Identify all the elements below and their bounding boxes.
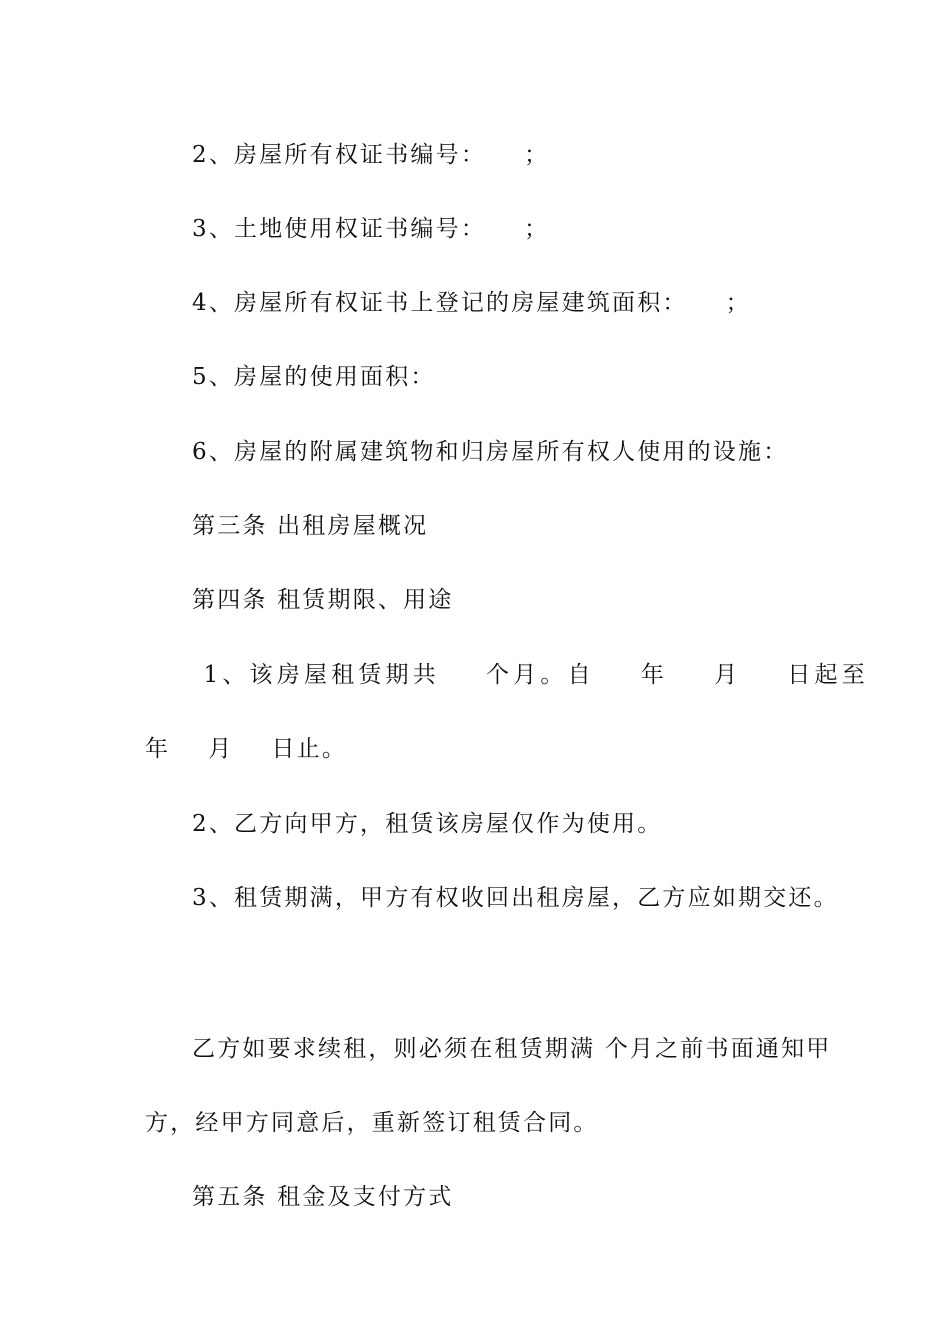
item-lease-purpose: 2、乙方向甲方，租赁该房屋仅作为使用。 (192, 811, 663, 837)
renewal-paragraph-line-2: 方，经甲方同意后，重新签订租赁合同。 (145, 1110, 599, 1136)
item-lease-expiry: 3、租赁期满，甲方有权收回出租房屋，乙方应如期交还。 (192, 885, 839, 911)
item-land-use-cert-number: 3、土地使用权证书编号： ； (192, 216, 550, 242)
article-4-heading: 第四条 租赁期限、用途 (192, 587, 454, 613)
renewal-paragraph-line-1: 乙方如要求续租，则必须在租赁期满 个月之前书面通知甲 (192, 1036, 832, 1062)
article-3-heading: 第三条 出租房屋概况 (192, 513, 429, 539)
item-ownership-cert-number: 2、房屋所有权证书编号： ； (192, 142, 550, 168)
article-5-heading: 第五条 租金及支付方式 (192, 1184, 454, 1210)
lease-term-line-1: 1、该房屋租赁期共 个月。自 年 月 日起至 (192, 662, 869, 688)
lease-term-line-2: 年 月 日止。 (145, 736, 348, 762)
item-registered-building-area: 4、房屋所有权证书上登记的房屋建筑面积： ； (192, 290, 751, 316)
item-ancillary-facilities: 6、房屋的附属建筑物和归房屋所有权人使用的设施： (192, 439, 789, 465)
item-usable-area: 5、房屋的使用面积： (192, 364, 436, 390)
